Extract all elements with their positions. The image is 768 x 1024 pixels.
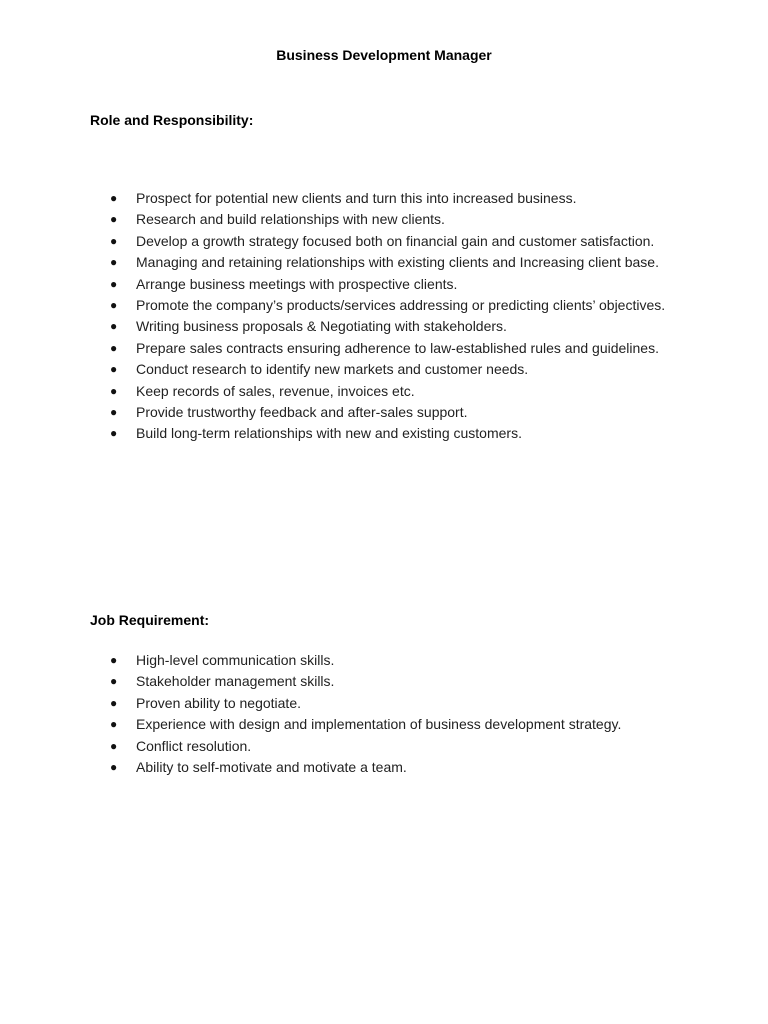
- list-item: [110, 188, 680, 209]
- document-title: Business Development Manager: [276, 47, 492, 63]
- list-item: [110, 423, 680, 444]
- list-item: [110, 231, 680, 252]
- bullet-icon: ●: [110, 405, 118, 420]
- list-item: [110, 650, 680, 671]
- role-responsibility-list: [110, 188, 680, 445]
- bullet-icon: ●: [110, 717, 118, 732]
- list-item-text: Writing business proposals & Negotiating with stakeholders.: [136, 318, 507, 335]
- requirement-section-heading: Job Requirement:: [90, 612, 210, 628]
- bullet-icon: ●: [110, 362, 118, 377]
- list-item-text: Arrange business meetings with prospective clients.: [136, 275, 458, 292]
- role-section-heading: Role and Responsibility:: [90, 112, 254, 128]
- bullet-icon: ●: [110, 383, 118, 398]
- bullet-icon: ●: [110, 255, 118, 270]
- list-item: [110, 252, 680, 273]
- list-item-text: Conflict resolution.: [136, 737, 252, 754]
- bullet-icon: ●: [110, 298, 118, 313]
- bullet-icon: ●: [110, 233, 118, 248]
- list-item-text: Prospect for potential new clients and turn this into increased business.: [136, 190, 577, 206]
- bullet-icon: ●: [110, 319, 118, 334]
- bullet-icon: ●: [110, 674, 118, 689]
- list-item-text: Stakeholder management skills.: [136, 673, 335, 690]
- job-requirement-list: [110, 650, 680, 778]
- bullet-icon: ●: [110, 212, 118, 227]
- list-item: [110, 757, 680, 778]
- list-item-text: Research and build relationships with new clients.: [136, 211, 445, 228]
- list-item: [110, 274, 680, 295]
- list-item: [110, 209, 680, 230]
- bullet-icon: ●: [110, 738, 118, 753]
- list-item-text: High-level communication skills.: [136, 652, 335, 668]
- list-item-text: Ability to self-motivate and motivate a team.: [136, 759, 407, 776]
- list-item-text: Conduct research to identify new markets and customer needs.: [136, 361, 529, 378]
- list-item-text: Build long-term relationships with new and existing customers.: [136, 425, 522, 442]
- list-item-text: Proven ability to negotiate.: [136, 694, 301, 711]
- list-item-text: Promote the company’s products/services addressing or predicting clients’ objectives.: [136, 297, 666, 314]
- bullet-icon: ●: [110, 653, 118, 667]
- list-item-text: Prepare sales contracts ensuring adherence to law-established rules and guidelines.: [136, 339, 659, 356]
- list-item-text: Experience with design and implementation of business development strategy.: [136, 716, 622, 733]
- list-item: [110, 295, 680, 316]
- list-item-text: Provide trustworthy feedback and after-sales support.: [136, 404, 468, 421]
- list-item-text: Managing and retaining relationships with existing clients and Increasing client base.: [136, 254, 659, 271]
- list-item: [110, 671, 680, 692]
- bullet-icon: ●: [110, 340, 118, 355]
- bullet-icon: ●: [110, 760, 118, 775]
- list-item: [110, 714, 680, 735]
- list-item: [110, 736, 680, 757]
- list-item: [110, 338, 680, 359]
- bullet-icon: ●: [110, 426, 118, 441]
- list-item: [110, 381, 680, 402]
- list-item-text: Keep records of sales, revenue, invoices etc.: [136, 382, 415, 399]
- list-item: [110, 316, 680, 337]
- list-item-text: Develop a growth strategy focused both on financial gain and customer satisfaction.: [136, 232, 655, 249]
- list-item: [110, 402, 680, 423]
- bullet-icon: ●: [110, 191, 118, 205]
- bullet-icon: ●: [110, 695, 118, 710]
- bullet-icon: ●: [110, 276, 118, 291]
- list-item: [110, 693, 680, 714]
- list-item: [110, 359, 680, 380]
